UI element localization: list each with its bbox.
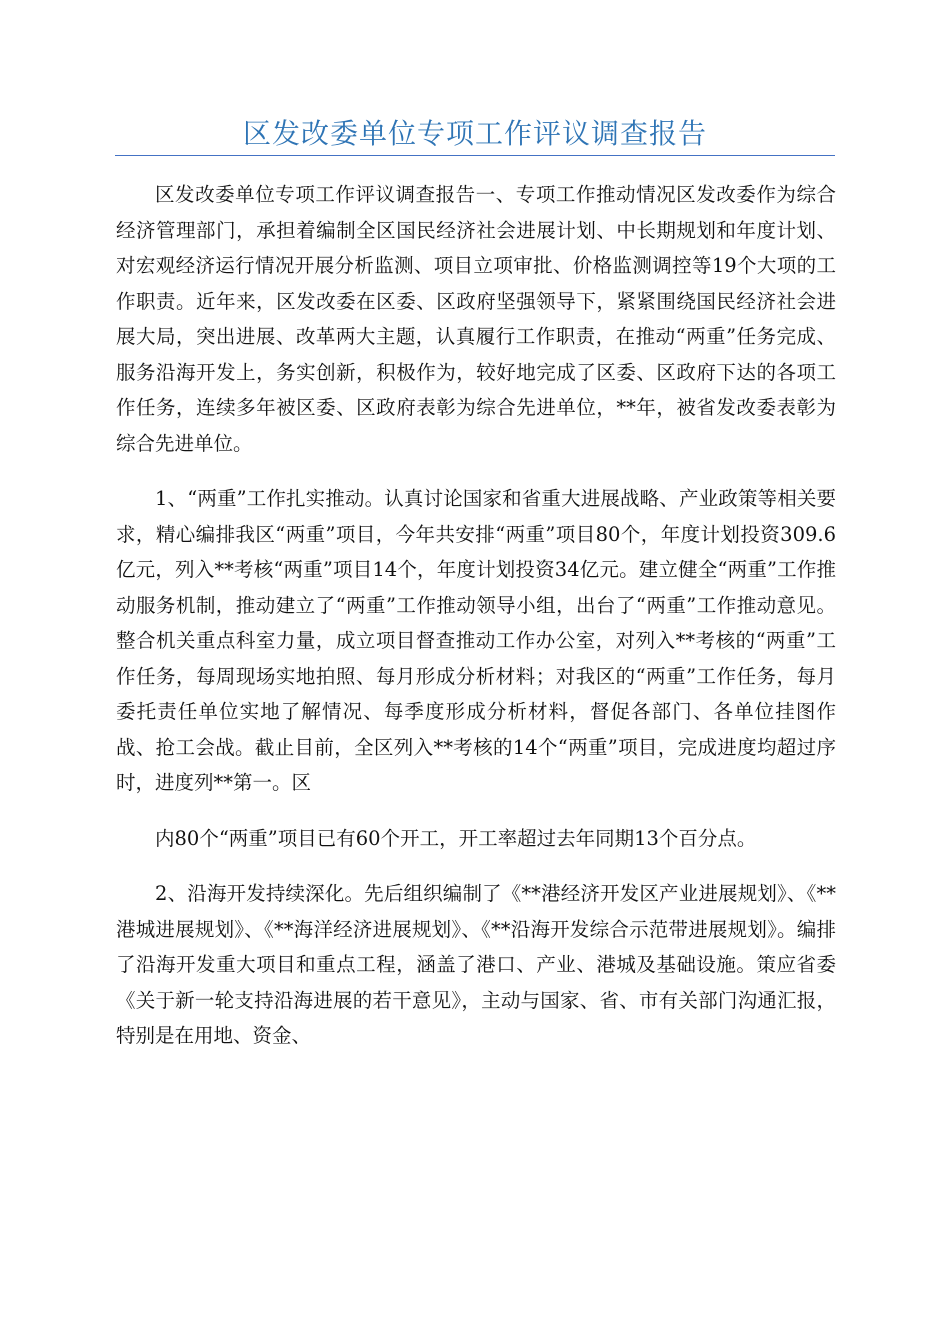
document-title: 区发改委单位专项工作评议调查报告: [242, 117, 707, 150]
paragraph-section-1-continued: 内80个“两重”项目已有60个开工，开工率超过去年同期13个百分点。: [155, 826, 757, 850]
paragraph-section-2: 2、沿海开发持续深化。先后组织编制了《**港经济开发区产业进展规划》、《**港城进展规划》、《**海洋经济进展规划》、《**沿海开发综合示范带进展规划》。编排了沿海开发重大项目和重点工程，涵盖了港口、产业、港城及基础设施。策应省委《关于新一轮支持沿海进展的若干意见》，主动与国家、省、市有关部门沟通汇报，特别是在用地、资金、: [116, 882, 836, 1047]
title-divider: [115, 155, 835, 156]
document-body: [116, 177, 836, 1074]
paragraph-intro: 区发改委单位专项工作评议调查报告一、专项工作推动情况区发改委作为综合经济管理部门，承担着编制全区国民经济社会进展计划、中长期规划和年度计划、对宏观经济运行情况开展分析监测、项目立项审批、价格监测调控等19个大项的工作职责。近年来，区发改委在区委、区政府坚强领导下，紧紧围绕国民经济社会进展大局，突出进展、改革两大主题，认真履行工作职责，在推动“两重”任务完成、服务沿海开发上，务实创新，积极作为，较好地完成了区委、区政府下达的各项工作任务，连续多年被区委、区政府表彰为综合先进单位，**年，被省发改委表彰为综合先进单位。: [116, 183, 836, 455]
paragraph-section-1: 1、“两重”工作扎实推动。认真讨论国家和省重大进展战略、产业政策等相关要求，精心编排我区“两重”项目，今年共安排“两重”项目80个，年度计划投资309.6亿元，列入**考核“两重”项目14个，年度计划投资34亿元。建立健全“两重”工作推动服务机制，推动建立了“两重”工作推动领导小组，出台了“两重”工作推动意见。整合机关重点科室力量，成立项目督查推动工作办公室，对列入**考核的“两重”工作任务，每周现场实地拍照、每月形成分析材料；对我区的“两重”工作任务，每月委托责任单位实地了解情况、每季度形成分析材料，督促各部门、各单位挂图作战、抢工会战。截止目前，全区列入**考核的14个“两重”项目，完成进度均超过序时，进度列**第一。区: [116, 487, 836, 794]
